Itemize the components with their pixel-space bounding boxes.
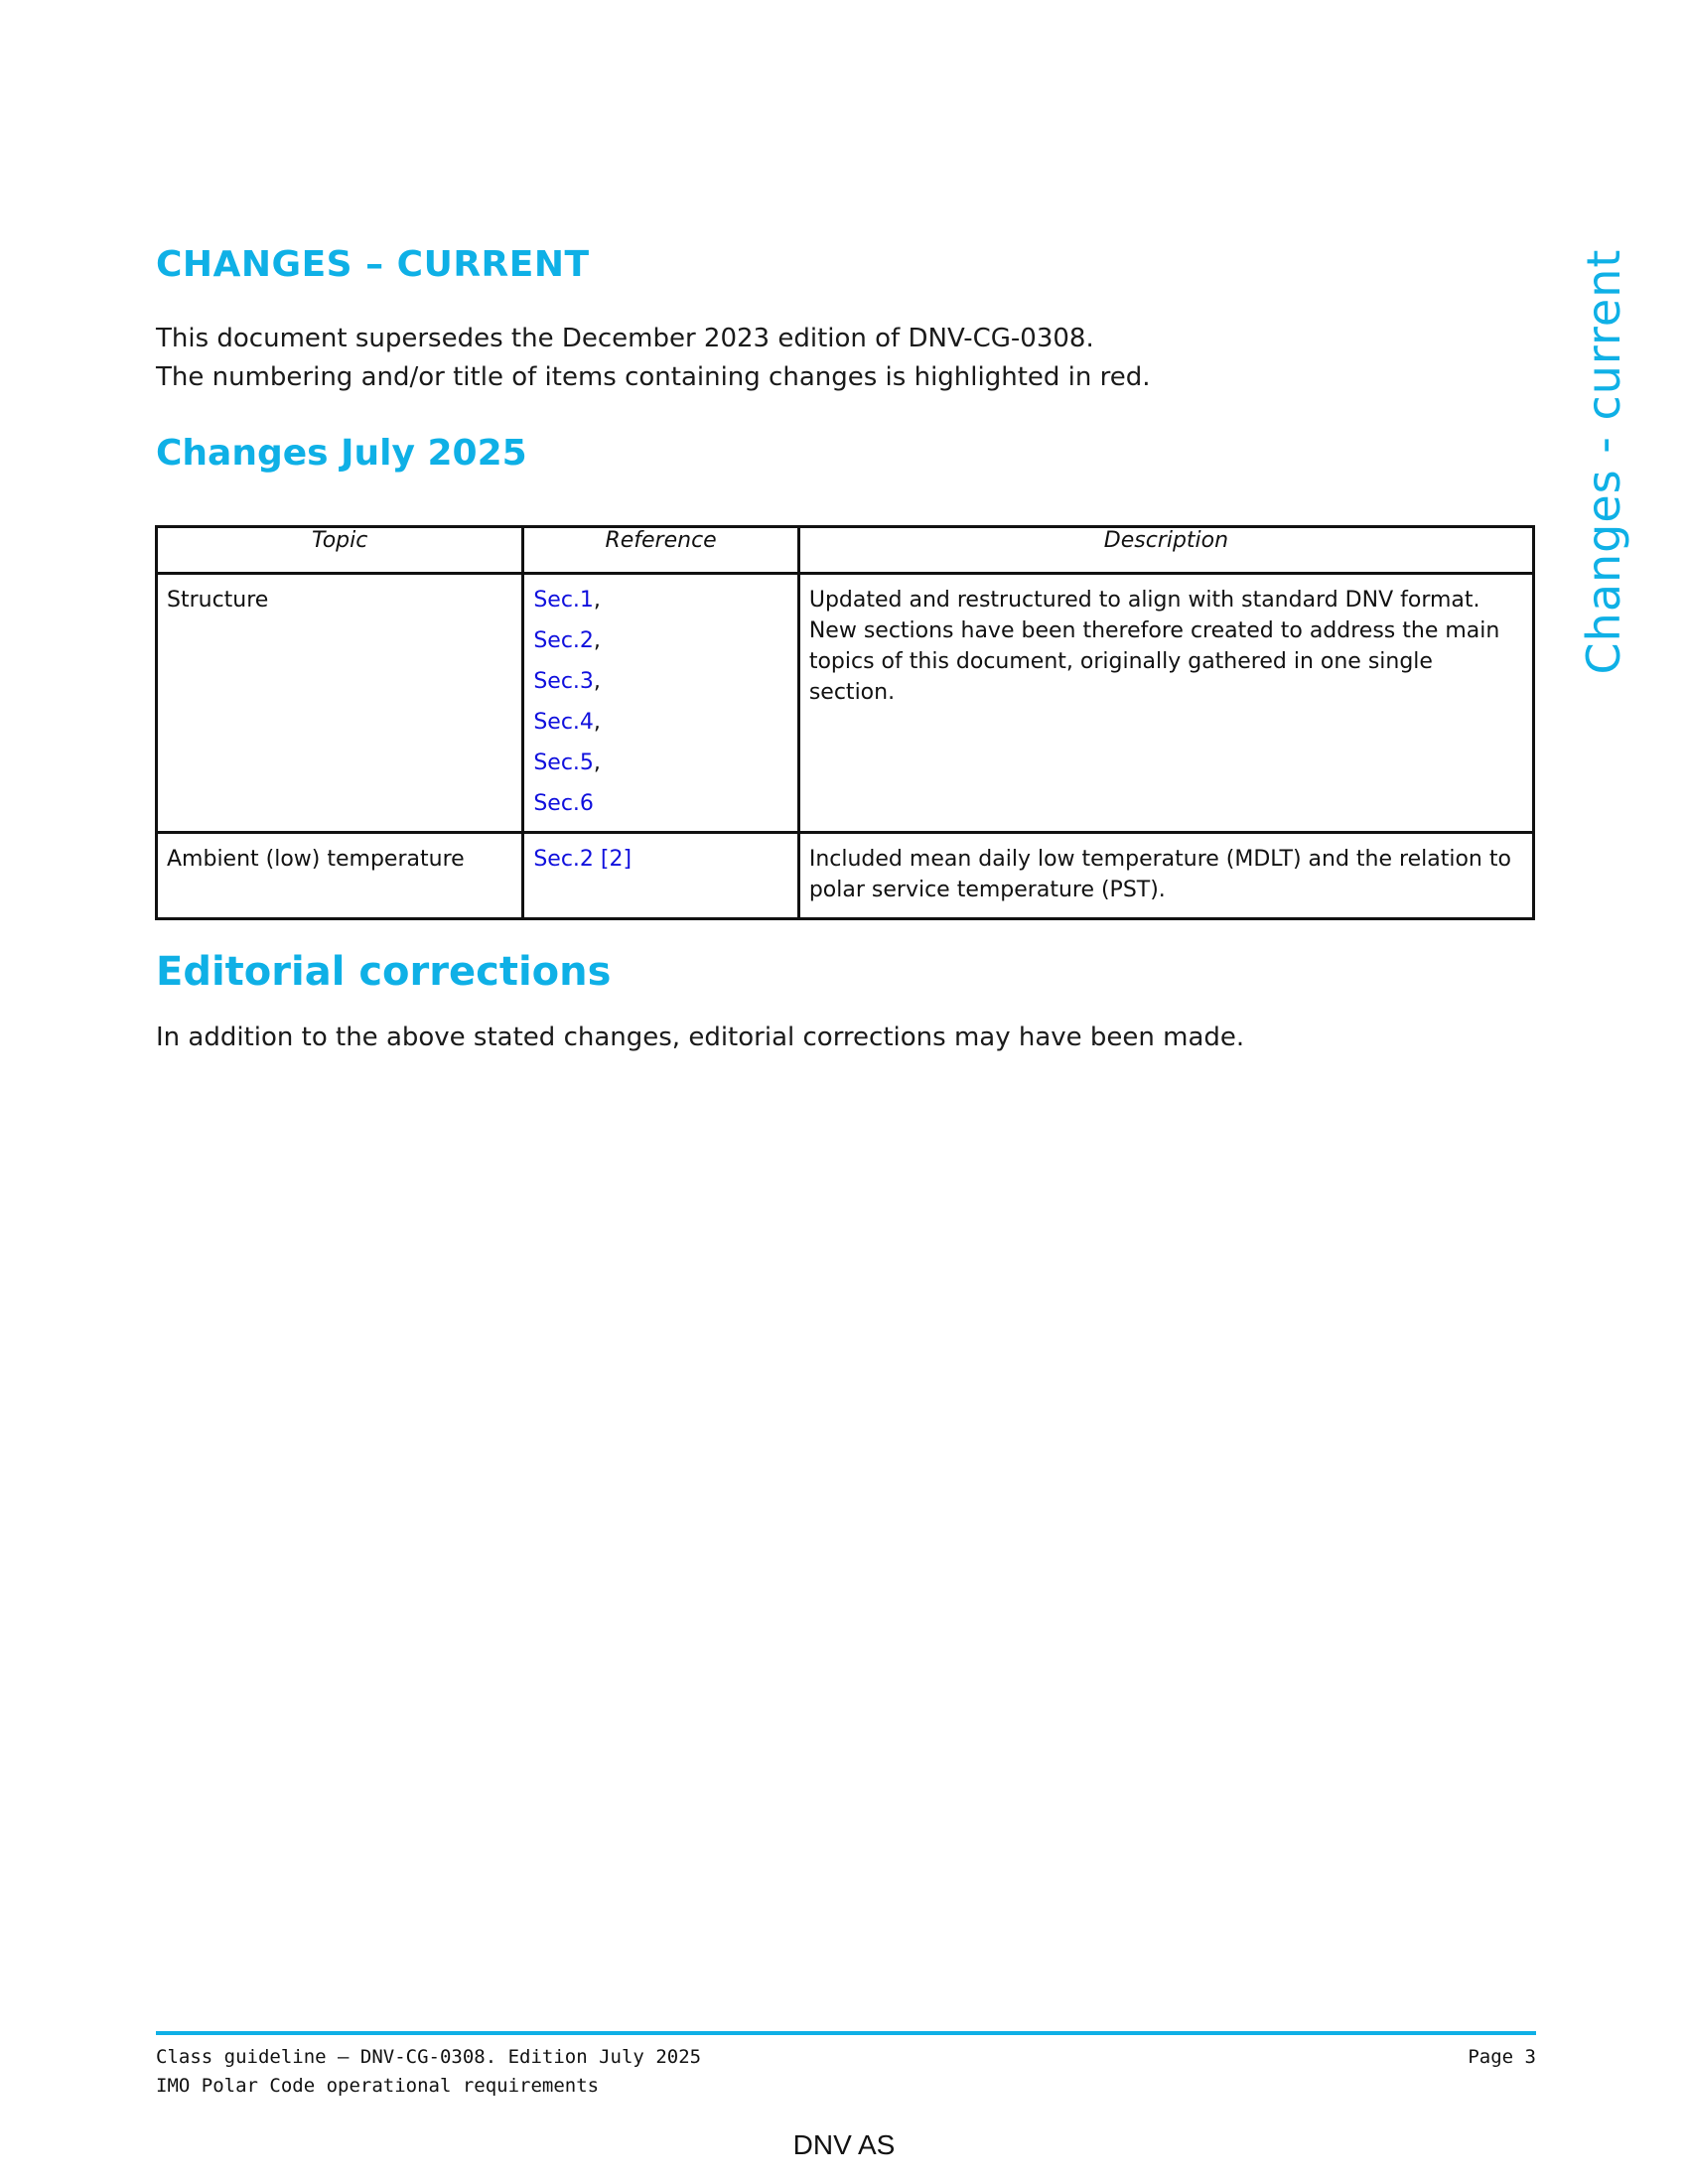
reference-cell [523, 833, 799, 919]
ref-separator: , [593, 588, 601, 613]
publisher: DNV AS [792, 2129, 896, 2160]
side-tab-label: Changes - current [1577, 248, 1630, 675]
table-header-row [157, 527, 1534, 574]
ref-separator: , [593, 628, 601, 653]
intro-line: The numbering and/or title of items containing changes is highlighted in red. [156, 362, 1151, 392]
footer-divider [156, 2031, 1536, 2035]
description-cell: Updated and restructured to align with standard DNV format. New sections have been therefore created to address the main topics of this document, originally gathered in one single section. [798, 574, 1533, 833]
sec-3-link[interactable]: Sec.3 [533, 669, 594, 694]
table-row [157, 833, 1534, 919]
table-row [157, 574, 1534, 833]
sec-6-link[interactable]: Sec.6 [533, 791, 594, 816]
sec-4-link[interactable]: Sec.4 [533, 710, 594, 735]
header-description: Description [798, 527, 1533, 574]
footer-line-1: Class guideline — DNV-CG-0308. Edition July 2025 [156, 2046, 702, 2068]
sec-5-link[interactable]: Sec.5 [533, 751, 594, 775]
header-topic: Topic [157, 527, 523, 574]
reference-cell [523, 574, 799, 833]
page-number: Page 3 [1468, 2046, 1536, 2068]
editorial-heading: Editorial corrections [156, 949, 612, 995]
header-reference: Reference [523, 527, 799, 574]
ref-separator: , [593, 669, 601, 694]
ref-separator: , [593, 751, 601, 775]
ref-separator: , [593, 710, 601, 735]
topic-cell: Structure [157, 574, 523, 833]
topic-cell: Ambient (low) temperature [157, 833, 523, 919]
footer-info [156, 2043, 701, 2101]
side-tab [1577, 248, 1630, 675]
editorial-text: In addition to the above stated changes, editorial corrections may have been made. [156, 1023, 1245, 1052]
description-cell: Included mean daily low temperature (MDLT) and the relation to polar service temperature (PST). [798, 833, 1533, 919]
intro-text [156, 320, 1151, 397]
page-title: CHANGES – CURRENT [156, 244, 590, 285]
sec-2-link[interactable]: Sec.2 [533, 628, 594, 653]
intro-line: This document supersedes the December 2023 edition of DNV-CG-0308. [156, 324, 1094, 353]
footer-line-2: IMO Polar Code operational requirements [156, 2075, 600, 2097]
changes-table [155, 525, 1535, 920]
sec-2-2-link[interactable]: Sec.2 [2] [533, 847, 633, 872]
changes-heading: Changes July 2025 [156, 433, 527, 474]
sec-1-link[interactable]: Sec.1 [533, 588, 594, 613]
